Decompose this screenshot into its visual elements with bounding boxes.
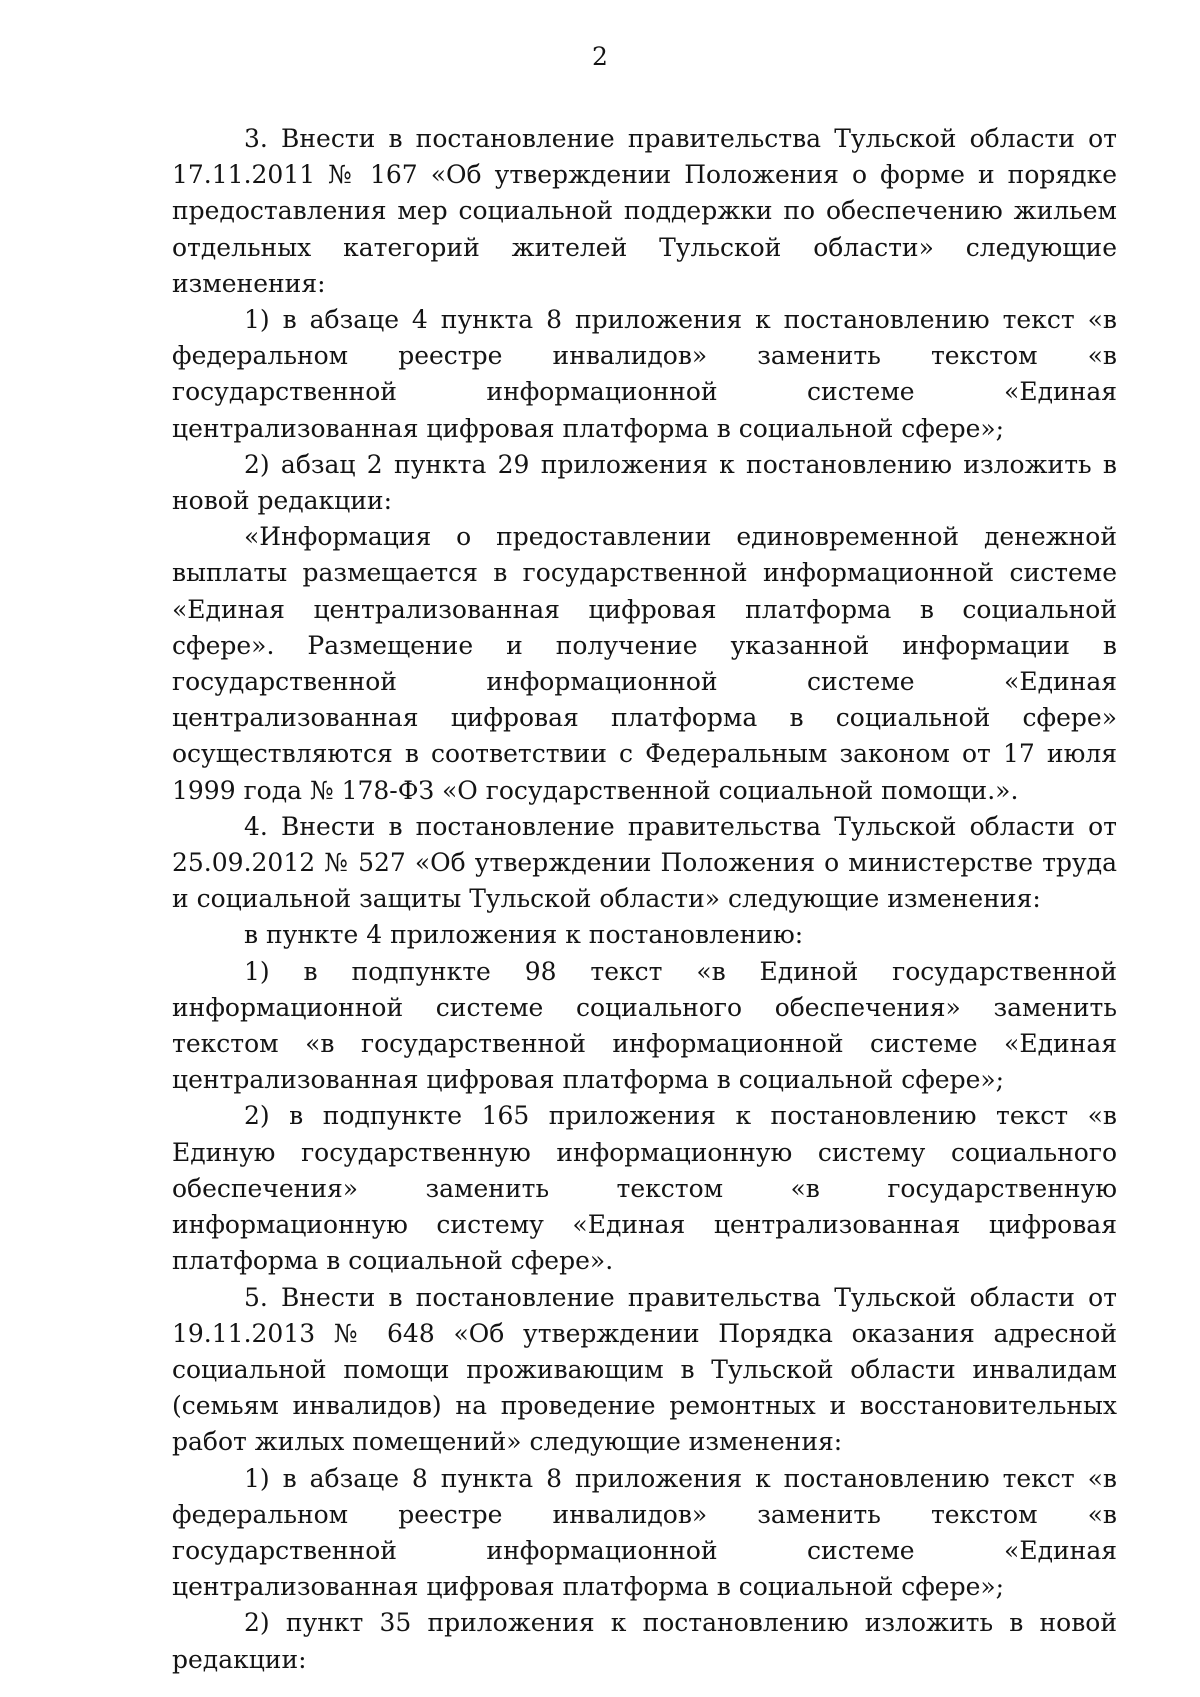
paragraph-item-5-1: 1) в абзаце 8 пункта 8 приложения к постановлению текст «в федеральном реестре инвалидов» заменить текстом «в государственной информационной системе «Единая централизованная цифровая платформа в социальной сфере»; (172, 1463, 1117, 1602)
quoted-new-wording: «Информация о предоставлении единовременной денежной выплаты размещается в государственной информационной системе «Единая централизованная цифровая платформа в социальной сфере». Размещение и получение указанной информации в государственной информационной системе «Единая централизованная цифровая платформа в социальной сфере» осуществляются в соответствии с Федеральным законом от 17 июля 1999 года № 178-ФЗ «О государственной социальной помощи.». (172, 522, 1117, 805)
paragraph-item-4: 4. Внести в постановление правительства Тульской области от 25.09.2012 № 527 «Об утверждении Положения о министерстве труда и социальной защиты Тульской области» следующие изменения: (172, 811, 1117, 914)
paragraph-item-4-2: 2) в подпункте 165 приложения к постановлению текст «в Единую государственную информационную систему социального обеспечения» заменить текстом «в государственную информационную систему «Единая централизованная цифровая платформа в социальной сфере». (172, 1101, 1117, 1276)
document-body (172, 121, 1117, 1678)
paragraph-item-3-1: 1) в абзаце 4 пункта 8 приложения к постановлению текст «в федеральном реестре инвалидов» заменить текстом «в государственной информационной системе «Единая централизованная цифровая платформа в социальной сфере»; (172, 305, 1117, 443)
paragraph-item-4-intro: в пункте 4 приложения к постановлению: (244, 920, 804, 950)
paragraph-item-5: 5. Внести в постановление правительства Тульской области от 19.11.2013 № 648 «Об утверждении Порядка оказания адресной социальной помощи проживающим в Тульской области инвалидам (семьям инвалидов) на проведение ремонтных и восстановительных работ жилых помещений» следующие изменения: (172, 1282, 1117, 1457)
paragraph-item-3-2: 2) абзац 2 пункта 29 приложения к постановлению изложить в новой редакции: (172, 449, 1117, 516)
page-number: 2 (592, 42, 608, 71)
paragraph-item-5-2: 2) пункт 35 приложения к постановлению изложить в новой редакции: (172, 1608, 1117, 1674)
paragraph-item-4-1: 1) в подпункте 98 текст «в Единой государственной информационной системе социального обеспечения» заменить текстом «в государственной информационной системе «Единая централизованная цифровая платформа в социальной сфере»; (172, 956, 1117, 1095)
paragraph-item-3: 3. Внести в постановление правительства Тульской области от 17.11.2011 № 167 «Об утверждении Положения о форме и порядке предоставления мер социальной поддержки по обеспечению жильем отдельных категорий жителей Тульской области» следующие изменения: (172, 124, 1117, 298)
